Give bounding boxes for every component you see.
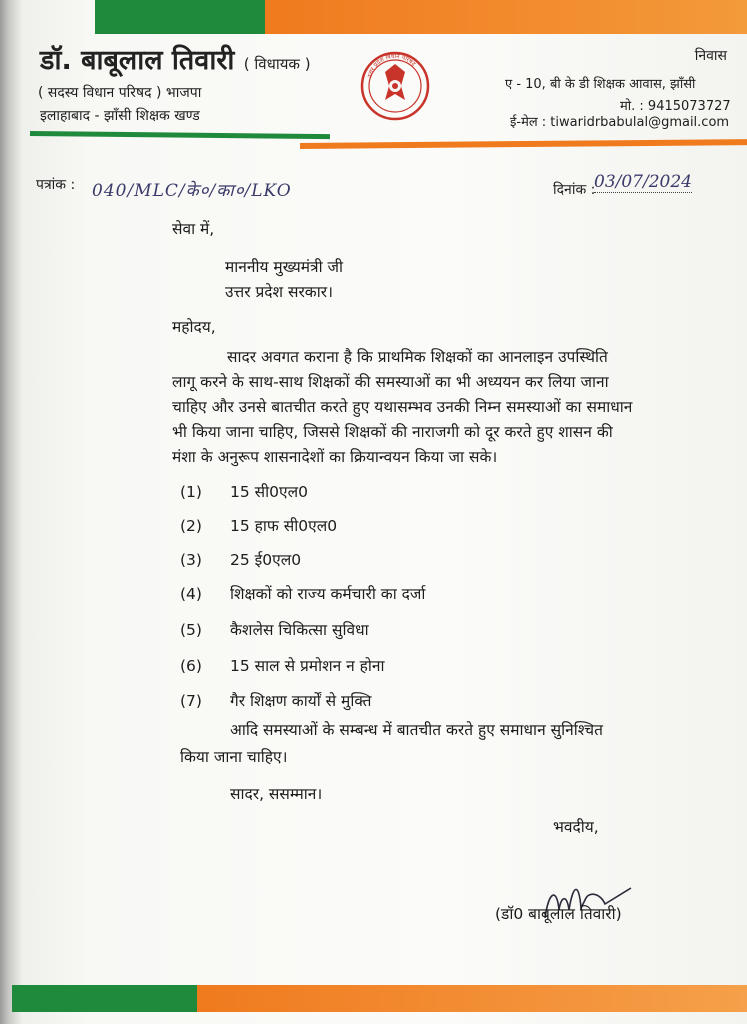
closing-line-2: किया जाना चाहिए।	[180, 748, 288, 766]
seal-text: उत्तर प्रदेश विधान परिषद	[366, 52, 417, 79]
email-address: ई-मेल : tiwaridrbabulal@gmail.com	[510, 115, 730, 130]
letterhead-membership: ( सदस्य विधान परिषद ) भाजपा	[38, 85, 202, 101]
list-item: (1) 15 सी0एल0	[180, 483, 308, 501]
reference-number: 040/MLC/के०/का०/LKO	[92, 181, 292, 201]
list-item: (5) कैशलेस चिकित्सा सुविधा	[180, 621, 369, 639]
list-item: (4) शिक्षकों को राज्य कर्मचारी का दर्जा	[180, 585, 426, 603]
header-rule-green	[30, 131, 330, 139]
date-label: दिनांक :	[553, 182, 596, 198]
recipient-org: उत्तर प्रदेश सरकार।	[225, 283, 333, 301]
list-item: (3) 25 ई0एल0	[180, 551, 302, 569]
body-line: लागू करने के साथ-साथ शिक्षकों की समस्याओं का भी अध्ययन कर लिया जाना	[172, 373, 609, 391]
recipient-title: माननीय मुख्यमंत्री जी	[225, 258, 344, 276]
legislative-council-seal-icon	[359, 42, 431, 132]
signatory-name: (डॉ0 बाबूलाल तिवारी)	[495, 905, 622, 923]
list-item: (7) गैर शिक्षण कार्यों से मुक्ति	[180, 692, 372, 710]
body-line: सादर अवगत कराना है कि प्राथमिक शिक्षकों का आनलाइन उपस्थिति	[227, 348, 608, 366]
body-paragraph	[172, 345, 672, 470]
letterhead-role: ( विधायक )	[243, 55, 311, 73]
body-line: चाहिए और उनसे बातचीत करते हुए यथासम्भव उनकी निम्न समस्याओं का समाधान	[172, 398, 633, 416]
list-item: (6) 15 साल से प्रमोशन न होना	[180, 657, 385, 675]
closing-line-1: आदि समस्याओं के सम्बन्ध में बातचीत करते हुए समाधान सुनिश्चित	[230, 721, 603, 739]
list-item: (2) 15 हाफ सी0एल0	[180, 517, 338, 535]
salutation-to: सेवा में,	[172, 220, 215, 238]
residence-address: ए - 10, बी के डी शिक्षक आवास, झाँसी	[505, 77, 696, 92]
reference-label: पत्रांक :	[36, 177, 76, 193]
residence-label: निवास	[694, 48, 727, 64]
letter-date: 03/07/2024	[594, 172, 692, 192]
body-line: भी किया जाना चाहिए, जिससे शिक्षकों की नाराजगी को दूर करते हुए शासन की	[172, 423, 613, 441]
body-line: मंशा के अनुरूप शासनादेशों का क्रियान्वयन किया जा सके।	[172, 448, 498, 466]
mobile-number: मो. : 9415073727	[620, 99, 731, 114]
letterhead-name: डॉ. बाबूलाल तिवारी ( विधायक )	[40, 45, 311, 76]
bottom-color-band	[12, 985, 747, 1012]
letterhead-constituency: इलाहाबाद - झाँसी शिक्षक खण्ड	[40, 108, 200, 124]
regards: सादर, ससम्मान।	[230, 785, 323, 803]
header-rule-saffron	[300, 139, 747, 149]
greeting: महोदय,	[172, 318, 216, 336]
yours-faithfully: भवदीय,	[553, 818, 599, 836]
binding-shadow	[0, 0, 22, 1024]
top-color-band	[95, 0, 747, 34]
